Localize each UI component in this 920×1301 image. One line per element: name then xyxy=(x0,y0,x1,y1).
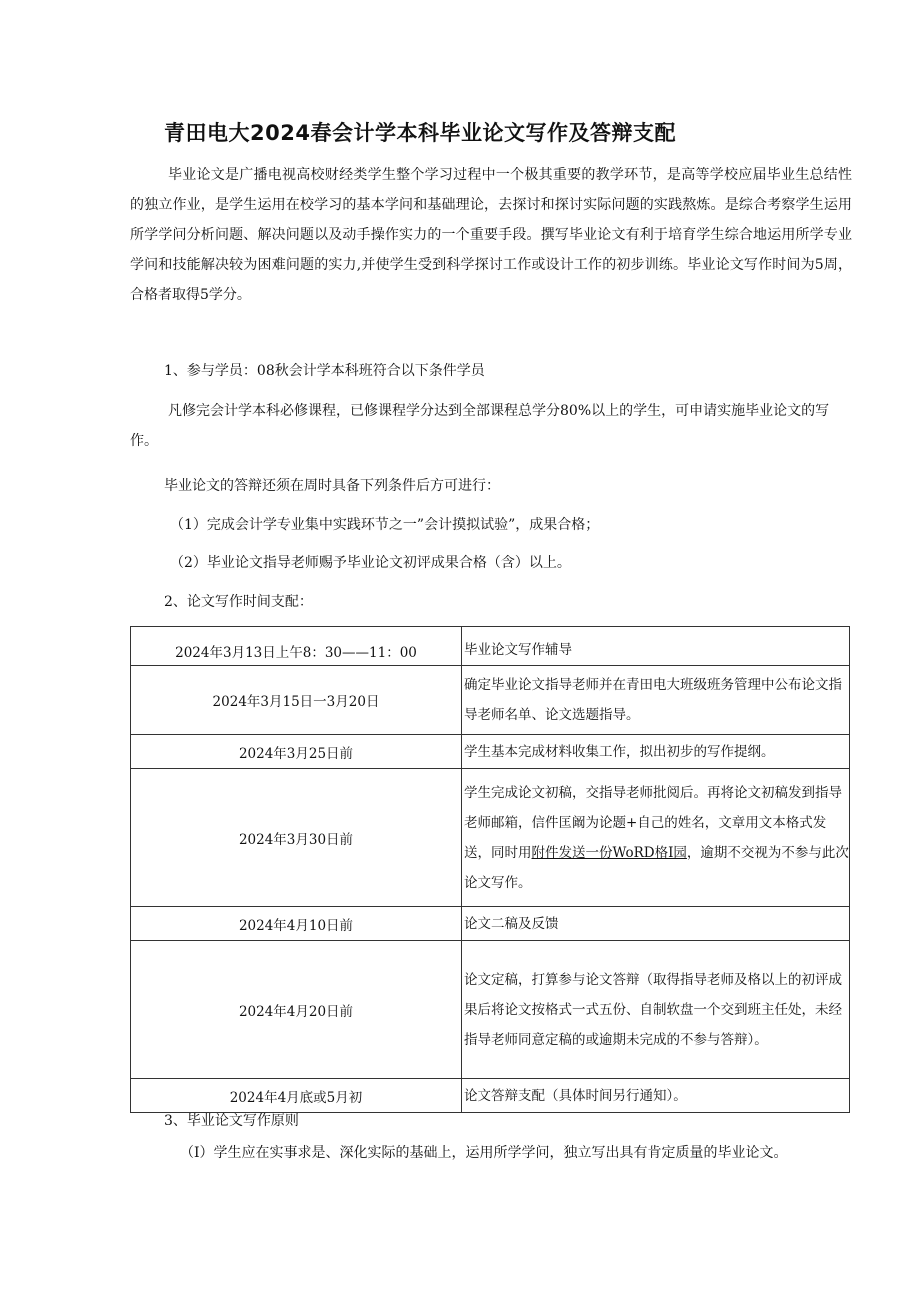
schedule-date: 2024年4月10日前 xyxy=(131,907,462,941)
table-row xyxy=(131,769,850,907)
section3-heading: 3、毕业论文写作原则 xyxy=(164,1113,299,1129)
schedule-task: 确定毕业论文指导老师并在青田电大班级班务管理中公布论文指导老师名单、论文选题指导。 xyxy=(462,666,850,735)
schedule-date: 2024年3月15日一3月20日 xyxy=(131,666,462,735)
conditions-intro: 毕业论文的答辩还须在周时具备下列条件后方可进行： xyxy=(164,478,500,494)
schedule-task: 学生基本完成材料收集工作，拟出初步的写作提纲。 xyxy=(462,735,850,769)
table-row xyxy=(131,907,850,941)
section2-heading: 2、论文写作时间支配： xyxy=(164,594,313,610)
schedule-date: 2024年4月底或5月初 xyxy=(131,1079,462,1113)
table-row xyxy=(131,941,850,1079)
section1-heading: 1、参与学员：08秋会计学本科班符合以下条件学员 xyxy=(164,363,485,379)
schedule-date: 2024年3月25日前 xyxy=(131,735,462,769)
schedule-task-text-b: ，逾期不交视为不参与此次论文写作。 xyxy=(464,844,849,891)
table-row xyxy=(131,627,850,666)
principle-1: （I）学生应在实事求是、深化实际的基础上，运用所学学问，独立写出具有肯定质量的毕业论文。 xyxy=(180,1145,788,1161)
eligibility-paragraph: 凡修完会计学本科必修课程，已修课程学分达到全部课程总学分80%以上的学生，可申请实施毕业论文的写作。 xyxy=(130,403,830,449)
table-row xyxy=(131,666,850,735)
schedule-task: 毕业论文写作辅导 xyxy=(462,627,850,666)
table-row xyxy=(131,1079,850,1113)
condition-2: （2）毕业论文指导老师赐予毕业论文初评成果合格（含）以上。 xyxy=(170,555,571,571)
condition-1: （1）完成会计学专业集中实践环节之一”会计摸拟试验”，成果合格； xyxy=(170,517,600,533)
schedule-date: 2024年4月20日前 xyxy=(131,941,462,1079)
table-row xyxy=(131,735,850,769)
schedule-date: 2024年3月13日上午8：30——11：00 xyxy=(131,627,462,666)
schedule-task: 论文答辩支配（具体时间另行通知）。 xyxy=(462,1079,850,1113)
schedule-task-text-a: 学生完成论文初稿，交指导老师批阅后。再将论文初稿发到指导老师邮箱，信件匡阚为论题+自己的姓名，文章用文本格式发送，同时用 xyxy=(464,784,842,861)
intro-paragraph: 毕业论文是广播电视高校财经类学生整个学习过程中一个极其重要的教学环节，是高等学校应届毕业生总结性的独立作业，是学生运用在校学习的基本学问和基础理论，去探讨和探讨实际问题的实践熬炼。是综合考察学生运用所学学问分析问题、解决问题以及动手操作实力的一个重要手段。撰写毕业论文有利于培育学生综合地运用所学专业学问和技能解决较为困难问题的实力,并使学生受到科学探讨工作或设计工作的初步训练。毕业论文写作时间为5周，合格者取得5学分。 xyxy=(130,167,852,303)
schedule-task: 论文定稿，打算参与论文答辩（取得指导老师及格以上的初评成果后将论文按格式一式五份、自制软盘一个交到班主任处，未经指导老师同意定稿的或逾期未完成的不参与答辩）。 xyxy=(462,941,850,1079)
schedule-date: 2024年3月30日前 xyxy=(131,769,462,907)
schedule-task: 论文二稿及反馈 xyxy=(462,907,850,941)
schedule-table xyxy=(130,626,850,1113)
schedule-task xyxy=(462,769,850,907)
schedule-task-underlined: 附件发送一份WoRD格I园 xyxy=(531,844,687,861)
page-title: 青田电大2024春会计学本科毕业论文写作及答辩支配 xyxy=(164,121,676,145)
